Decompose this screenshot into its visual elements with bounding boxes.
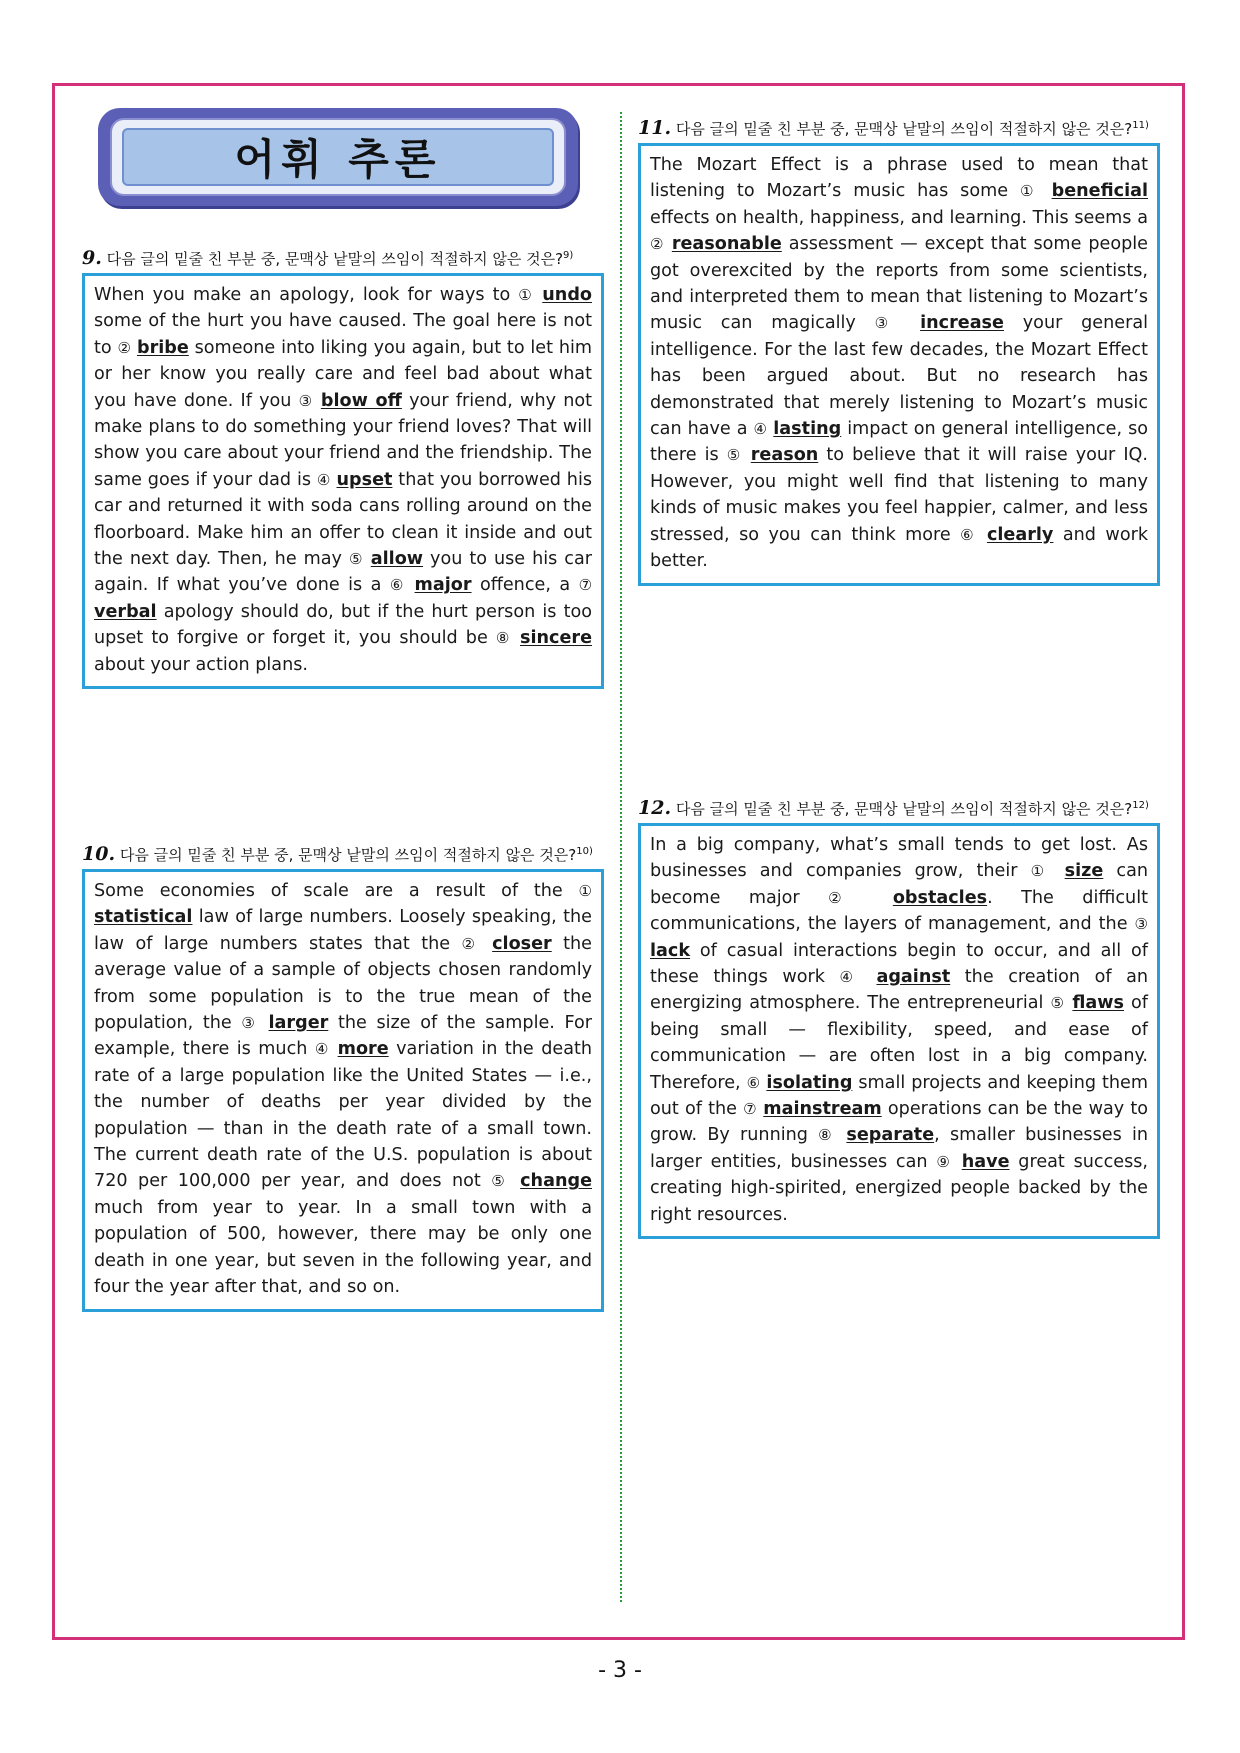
passage-text <box>259 1013 269 1033</box>
choice-number: ② <box>650 235 665 254</box>
underlined-word: statistical <box>94 907 193 928</box>
underlined-word: change <box>520 1171 593 1192</box>
passage-text: to believe that it will raise your IQ. However, you might well find that listening to many kinds of music makes you feel happier, calmer, and less stressed, so you can think more <box>650 445 1148 545</box>
underlined-word: reason <box>750 445 819 466</box>
passage-text <box>512 628 520 648</box>
question-number: 10. <box>82 843 116 865</box>
passage-text <box>314 391 321 411</box>
underlined-word: flaws <box>1072 993 1125 1014</box>
choice-number: ④ <box>839 968 862 987</box>
underlined-word: isolating <box>766 1072 853 1093</box>
title-banner-core <box>122 128 554 186</box>
choice-number: ① <box>1030 862 1052 881</box>
question-prompt: 다음 글의 밑줄 친 부분 중, 문맥상 낱말의 쓰임이 적절하지 않은 것은? <box>106 250 564 268</box>
passage-text: the size of the sample. For example, there is much <box>94 1013 592 1060</box>
underlined-word: separate <box>846 1125 935 1146</box>
choice-number: ⑦ <box>743 1100 758 1119</box>
page-number: - 3 - <box>598 1658 642 1683</box>
choice-number: ④ <box>316 470 331 489</box>
question-header <box>638 116 1160 139</box>
passage-text: and work better. <box>650 524 1149 572</box>
passage-text: operations can be the way to grow. By running <box>650 1099 1148 1146</box>
question-prompt: 다음 글의 밑줄 친 부분 중, 문맥상 낱말의 쓰임이 적절하지 않은 것은? <box>675 800 1133 818</box>
underlined-word: allow <box>370 549 424 570</box>
passage-box <box>638 143 1160 586</box>
passage-text: your friend, why not make plans to do something your friend loves? That will show you care about your friend and the friendship. The same goes if your dad is <box>94 390 593 490</box>
choice-number: ⑥ <box>746 1073 761 1092</box>
passage-text: assessment — except that some people got overexcited by the reports from some scientists, and interpreted them to mean that listening to Mozart’s music can magically <box>650 234 1149 334</box>
passage-text: that you borrowed his car and returned it with soda cans rolling around on the floorboard. Make him an offer to clean it inside and out the next day. Then, he may <box>94 469 593 570</box>
choice-number: ① <box>1019 182 1040 201</box>
choice-number: ⑧ <box>818 1126 837 1145</box>
passage-text <box>864 888 892 908</box>
choice-number: ② <box>828 888 865 907</box>
underlined-word: against <box>876 967 951 988</box>
underlined-word: more <box>337 1039 389 1060</box>
choice-number: ⑥ <box>960 525 978 544</box>
underlined-word: bribe <box>136 337 189 358</box>
passage-text: someone into liking you again, but to let him or her know you really care and feel bad about what you have done. If you <box>94 337 592 411</box>
passage-text <box>481 934 492 954</box>
underlined-word: increase <box>920 313 1004 334</box>
passage-text <box>901 313 920 333</box>
question-number: 11. <box>638 117 672 139</box>
question-footnote-ref: 11) <box>1132 120 1149 131</box>
passage-text: can become major <box>650 861 1149 908</box>
choice-number: ② <box>461 934 481 953</box>
passage-text <box>1040 181 1052 201</box>
underlined-word: blow off <box>320 390 402 411</box>
underlined-word: closer <box>492 933 552 954</box>
question-header <box>82 246 604 269</box>
passage-text <box>953 1152 962 1172</box>
question-footnote-ref: 9) <box>563 250 574 261</box>
choice-number: ⑥ <box>389 576 407 595</box>
passage-text <box>743 445 751 465</box>
passage-text <box>665 234 672 254</box>
passage-text: your general intelligence. For the last few decades, the Mozart Effect has been argued about. But no research has demonstrated that merely listening to Mozart’s music can have a <box>650 313 1148 440</box>
passage-text: offence, a <box>471 575 579 596</box>
passage-text <box>364 549 371 569</box>
passage-text <box>330 1039 337 1059</box>
passage-text: When you make an apology, look for ways to <box>94 285 519 305</box>
underlined-word: lack <box>650 940 691 961</box>
passage-text: you to use his car again. If what you’ve done is a <box>94 549 592 596</box>
choice-number: ③ <box>874 314 902 333</box>
title-banner <box>98 108 578 206</box>
underlined-word: major <box>414 575 472 596</box>
choice-number: ⑦ <box>578 576 593 595</box>
question-10 <box>82 842 604 1312</box>
question-footnote-ref: 10) <box>576 846 593 857</box>
underlined-word: larger <box>268 1013 329 1034</box>
passage-text: small projects and keeping them out of the <box>650 1072 1148 1120</box>
question-prompt: 다음 글의 밑줄 친 부분 중, 문맥상 낱말의 쓰임이 적절하지 않은 것은? <box>675 120 1133 138</box>
underlined-word: undo <box>542 285 592 305</box>
passage-text: law of large numbers. Loosely speaking, the law of large numbers states that the <box>94 907 592 954</box>
passage-box <box>82 869 604 1312</box>
passage-text: In a big company, what’s small tends to get lost. As businesses and companies grow, their <box>650 835 1148 882</box>
passage-text: effects on health, happiness, and learning. This seems a <box>650 207 1148 228</box>
passage-box <box>82 273 604 689</box>
question-number: 12. <box>638 797 672 819</box>
choice-number: ③ <box>298 391 314 410</box>
underlined-word: verbal <box>94 601 157 622</box>
choice-number: ⑧ <box>495 629 512 648</box>
choice-number: ④ <box>314 1040 331 1059</box>
passage-text <box>1052 861 1065 881</box>
underlined-word: beneficial <box>1051 181 1149 202</box>
question-footnote-ref: 12) <box>1132 800 1149 811</box>
underlined-word: have <box>961 1151 1010 1172</box>
choice-number: ③ <box>1134 915 1148 934</box>
question-number: 9. <box>82 247 102 269</box>
passage-text: about your action plans. <box>94 654 309 675</box>
passage-text: The Mozart Effect is a phrase used to mean that listening to Mozart’s music has some <box>650 155 1148 202</box>
passage-text <box>862 967 877 987</box>
choice-number: ⑨ <box>936 1152 953 1171</box>
choice-number: ① <box>518 286 535 304</box>
passage-text: . The difficult communications, the layers of management, and the <box>650 887 1148 935</box>
choice-number: ④ <box>753 420 768 439</box>
choice-number: ② <box>117 338 132 357</box>
choice-number: ⑤ <box>348 550 364 569</box>
choice-number: ⑤ <box>1050 994 1066 1013</box>
choice-number: ① <box>578 882 592 900</box>
underlined-word: size <box>1064 861 1104 882</box>
question-prompt: 다음 글의 밑줄 친 부분 중, 문맥상 낱말의 쓰임이 적절하지 않은 것은? <box>119 846 577 864</box>
question-12 <box>638 796 1160 1239</box>
passage-text: the creation of an energizing atmosphere. The entrepreneurial <box>650 967 1149 1014</box>
section-title: 어휘 추론 <box>234 135 442 184</box>
question-9 <box>82 246 604 689</box>
passage-text: much from year to year. In a small town with a population of 500, however, there may be only one death in one year, but seven in the following year, and four the year after that, and so on. <box>94 1197 592 1298</box>
passage-text: of being small — flexibility, speed, and ease of communication — are often lost in a big company. Therefore, <box>650 993 1148 1093</box>
column-divider <box>620 112 622 1602</box>
question-header <box>638 796 1160 819</box>
underlined-word: mainstream <box>763 1099 882 1120</box>
question-11 <box>638 116 1160 586</box>
passage-text: , smaller businesses in larger entities, businesses can <box>650 1125 1148 1172</box>
underlined-word: obstacles <box>892 887 988 908</box>
choice-number: ⑤ <box>491 1172 510 1191</box>
title-banner-inner <box>110 118 566 196</box>
passage-text: impact on general intelligence, so there is <box>650 419 1148 466</box>
underlined-word: lasting <box>773 419 842 440</box>
passage-text <box>836 1125 846 1145</box>
underlined-word: reasonable <box>671 234 782 255</box>
passage-text <box>510 1171 520 1191</box>
choice-number: ③ <box>241 1014 259 1033</box>
question-header <box>82 842 604 865</box>
choice-number: ⑤ <box>726 446 743 465</box>
underlined-word: clearly <box>986 524 1054 545</box>
passage-text <box>977 525 986 545</box>
underlined-word: upset <box>336 469 393 490</box>
underlined-word: sincere <box>520 628 592 649</box>
passage-text: some of the hurt you have caused. The goal here is not to <box>94 311 592 358</box>
passage-text: of casual interactions begin to occur, and all of these things work <box>650 940 1148 988</box>
passage-text: variation in the death rate of a large population like the United States — i.e., the number of deaths per year divided by the population — than in the death rate of a small town. The current death rate of the U.S. population is about 720 per 100,000 per year, and does not <box>94 1039 593 1192</box>
passage-text: the average value of a sample of objects chosen randomly from some population is to the true mean of the population, the <box>94 933 593 1034</box>
passage-text <box>406 575 414 595</box>
passage-text: apology should do, but if the hurt person is too upset to forgive or forget it, you should be <box>94 601 592 649</box>
passage-text: Some economies of scale are a result of the <box>94 881 579 901</box>
passage-box <box>638 823 1160 1239</box>
passage-text: great success, creating high-spirited, energized people backed by the right resources. <box>650 1151 1148 1225</box>
